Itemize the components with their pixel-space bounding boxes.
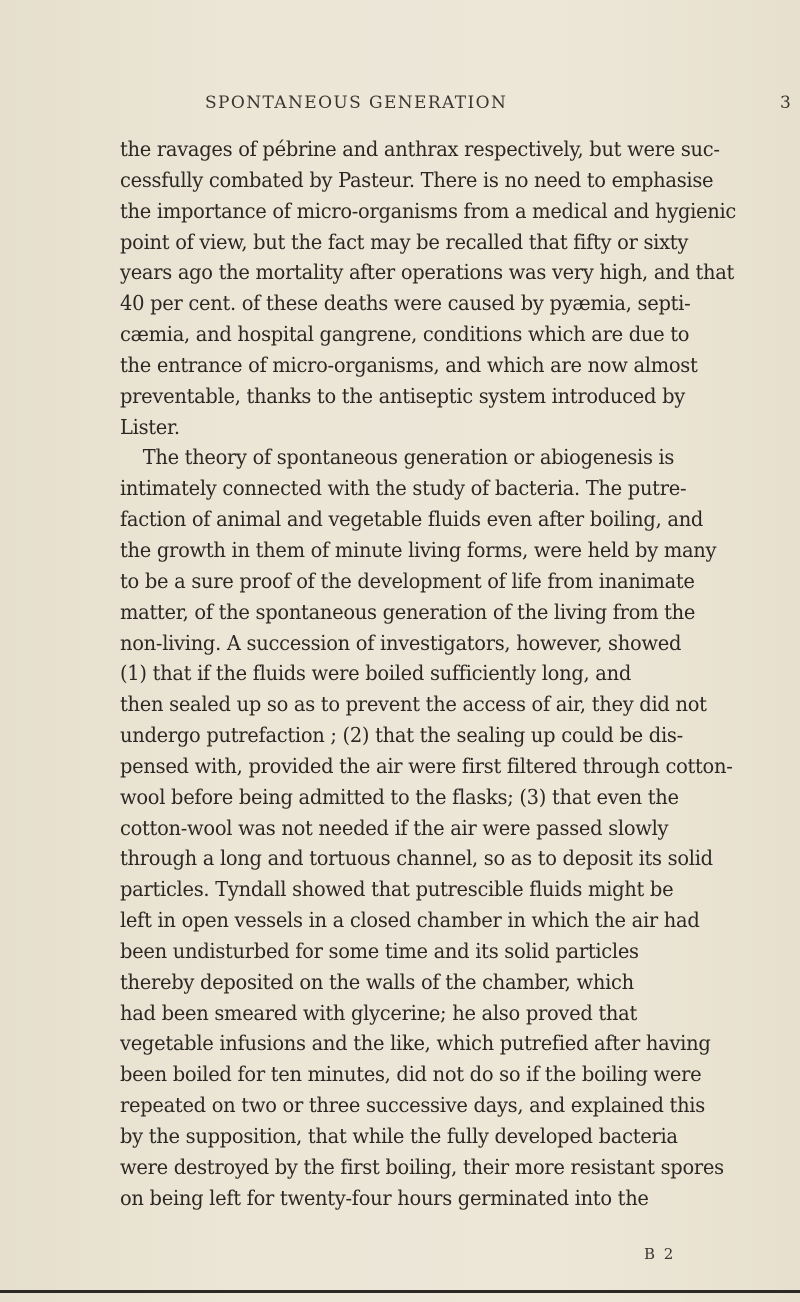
text-line: the entrance of micro-organisms, and which are now almost [120,352,698,377]
text-line: left in open vessels in a closed chamber in which the air had [120,908,700,933]
text-line: 40 per cent. of these deaths were caused by pyæmia, septi- [120,291,691,316]
text-line: intimately connected with the study of bacteria. The putre- [120,476,687,501]
text-line: the ravages of pébrine and anthrax respectively, but were suc- [120,137,720,161]
running-head-title: SPONTANEOUS GENERATION [205,93,508,113]
paragraph-first-line: The theory of spontaneous generation or abiogenesis is [142,445,675,470]
page-number: 3 [780,93,791,113]
text-line: non-living. A succession of investigators, however, showed [120,630,682,655]
text-line: the importance of micro-organisms from a medical and hygienic [120,198,737,223]
text-line: Lister. [120,414,180,439]
text-line: were destroyed by the first boiling, their more resistant spores [120,1154,724,1179]
text-line: cessfully combated by Pasteur. There is no need to emphasise [120,167,714,192]
page-edge-divider [0,1290,800,1293]
text-line: faction of animal and vegetable fluids even after boiling, and [120,507,704,532]
text-line: had been smeared with glycerine; he also proved that [120,1000,638,1025]
text-line: matter, of the spontaneous generation of the living from the [120,599,696,624]
body-text [120,134,800,1214]
text-line: wool before being admitted to the flasks; (3) that even the [120,784,679,809]
text-line: been boiled for ten minutes, did not do so if the boiling were [120,1062,702,1087]
text-line: (1) that if the fluids were boiled sufficiently long, and [120,661,631,686]
text-line: cæmia, and hospital gangrene, conditions which are due to [120,322,690,347]
text-line: point of view, but the fact may be recalled that fifty or sixty [120,229,689,254]
text-line: cotton-wool was not needed if the air were passed slowly [120,815,669,840]
text-line: years ago the mortality after operations was very high, and that [120,260,735,285]
text-line: particles. Tyndall showed that putrescible fluids might be [120,877,674,902]
text-line: pensed with, provided the air were first filtered through cotton- [120,753,733,778]
text-line: on being left for twenty-four hours germinated into the [120,1185,649,1210]
text-line: repeated on two or three successive days, and explained this [120,1093,705,1118]
signature-mark: B 2 [644,1245,676,1263]
text-line: through a long and tortuous channel, so as to deposit its solid [120,846,713,871]
text-line: the growth in them of minute living forms, were held by many [120,537,717,562]
text-line: thereby deposited on the walls of the chamber, which [120,969,634,994]
text-line: then sealed up so as to prevent the access of air, they did not [120,692,707,717]
text-line: undergo putrefaction ; (2) that the sealing up could be dis- [120,723,683,748]
text-line: been undisturbed for some time and its solid particles [120,938,639,963]
text-line: by the supposition, that while the fully developed bacteria [120,1124,678,1148]
text-line: vegetable infusions and the like, which putrefied after having [120,1031,711,1056]
text-line: preventable, thanks to the antiseptic system introduced by [120,383,685,408]
text-line: to be a sure proof of the development of life from inanimate [120,568,695,593]
